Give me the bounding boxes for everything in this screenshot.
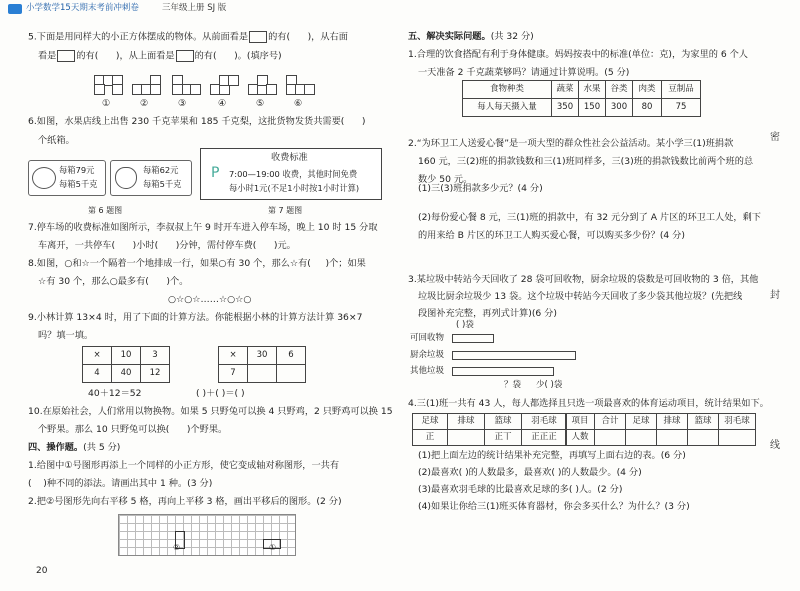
q9-eq-2: ( )＋( )＝( ) bbox=[196, 388, 245, 399]
q5-label-5: ⑤ bbox=[256, 98, 265, 109]
seg-kitchen bbox=[452, 351, 576, 360]
r-q2-sub1: (1)三(3)班捐款多少元？(4 分) bbox=[418, 183, 543, 194]
r-q4-sub4: (4)如果让你给三(1)班买体育器材，你会多买什么？为什么？(3 分) bbox=[418, 501, 690, 512]
q10-line2: 个野果。那么 10 只野兔可以换( )个野果。 bbox=[38, 424, 228, 435]
r-q2-line2: 160 元，三(2)班的捐款钱数和三(1)班同样多，三(3)班的捐款钱数比前两个班的总 bbox=[418, 156, 754, 167]
r-q2-sub2-line1: (2)每份爱心餐 8 元，三(1)班的捐款中，有 32 元分到了 A 片区的环卫工人处，剩下 bbox=[418, 212, 761, 223]
q5-label-2: ② bbox=[140, 98, 149, 109]
apple-price: 每箱79元 bbox=[59, 165, 95, 175]
q5-label-3: ③ bbox=[178, 98, 187, 109]
seg-q-label: ？袋 bbox=[504, 380, 522, 390]
margin-xian: 线 bbox=[770, 440, 780, 451]
tally-table: 足球 排球 篮球 羽毛球 正 正丅 正正正 bbox=[412, 413, 567, 446]
seg-label-recyclable: 可回收物 bbox=[410, 333, 445, 343]
r-q4-line1: 4.三(1)班一共有 43 人，每人都选择且只选一项最喜欢的体育运动项目，统计结果如下。 bbox=[408, 398, 769, 409]
seg-label-kitchen: 厨余垃圾 bbox=[410, 350, 445, 360]
header-grade: 三年级上册 SJ 版 bbox=[162, 3, 227, 13]
q7-line2: 车离开，一共停车( )小时( )分钟，需付停车费( )元。 bbox=[38, 240, 296, 251]
q5-line1: 5.下面是用同样大的小正方体摆成的物体。从前面看是 的有( )，从右面 bbox=[28, 31, 348, 43]
r-q2-line1: 2.“为环卫工人送爱心餐”是一项大型的群众性社会公益活动。某小学三(1)班捐款 bbox=[408, 138, 734, 149]
r-q3-line1: 3.某垃圾中转站今天回收了 28 袋可回收物，厨余垃圾的袋数是可回收物的 3 倍，其他 bbox=[408, 274, 759, 285]
q9-eq-1: 40＋12＝52 bbox=[88, 388, 142, 399]
q7-line1: 7.停车场的收费标准如图所示，李叔叔上午 9 时开车进入停车场，晚上 10 时 15 分取 bbox=[28, 222, 378, 233]
r-q4-sub2: (2)最喜欢( )的人数最多，最喜欢( )的人数最少。(4 分) bbox=[418, 467, 642, 478]
pear-price: 每箱62元 bbox=[143, 165, 179, 175]
q9-table-2: × 30 6 7 bbox=[218, 346, 306, 383]
drawing-grid[interactable] bbox=[118, 514, 296, 556]
apple-weight: 每箱5千克 bbox=[59, 179, 98, 189]
q9-table-1: × 10 3 4 40 12 bbox=[82, 346, 170, 383]
sec5-title: 五、解决实际问题。(共 32 分) bbox=[408, 31, 534, 42]
q8-line2: ☆有 30 个，那么○最多有( )个。 bbox=[38, 276, 189, 287]
apple-icon bbox=[32, 167, 56, 189]
q8-pattern: ○☆○☆……☆○☆○ bbox=[168, 294, 252, 305]
caption-fig7: 第 7 题图 bbox=[268, 206, 303, 215]
margin-feng: 封 bbox=[770, 290, 780, 301]
bag-label-top: ( )袋 bbox=[456, 320, 474, 330]
q8-line1: 8.如图，○和☆一个隔着一个地排成一行，如果○有 30 个，那么☆有( )个；如果 bbox=[28, 258, 366, 269]
sec4-title: 四、操作题。(共 5 分) bbox=[28, 442, 121, 453]
q6-line1: 6.如图，水果店线上出售 230 千克苹果和 185 千克梨，这批货物发货共需要( ) bbox=[28, 116, 366, 127]
sec4-q2: 2.把②号图形先向右平移 5 格，再向上平移 3 格，画出平移后的图形。(2 分) bbox=[28, 496, 342, 507]
seg-less-label: 少( )袋 bbox=[536, 380, 563, 390]
header-logo bbox=[8, 4, 22, 14]
r-q4-sub3: (3)最喜欢羽毛球的比最喜欢足球的多( )人。(2 分) bbox=[418, 484, 623, 495]
pear-weight: 每箱5千克 bbox=[143, 179, 182, 189]
pear-box bbox=[110, 160, 192, 196]
fee-title: 收费标准 bbox=[271, 152, 308, 163]
q9-line2: 吗？填一填。 bbox=[38, 330, 94, 341]
r-q4-sub1: (1)把上面左边的统计结果补充完整，再填写上面右边的表。(6 分) bbox=[418, 450, 686, 461]
q10-line1: 10.在原始社会，人们常用以物换物。如果 5 只野兔可以换 4 只野鸡，2 只野鸡可以换 15 bbox=[28, 406, 393, 417]
caption-fig6: 第 6 题图 bbox=[88, 206, 123, 215]
margin-mi: 密 bbox=[770, 132, 780, 143]
q5-label-6: ⑥ bbox=[294, 98, 303, 109]
r-q1-line2: 一天准备 2 千克蔬菜够吗？请通过计算说明。(5 分) bbox=[418, 67, 630, 78]
parking-icon: P bbox=[211, 165, 220, 181]
seg-label-other: 其他垃圾 bbox=[410, 366, 445, 376]
r-q3-line3: 段图补充完整，再列式计算)(6 分) bbox=[418, 308, 557, 319]
q6-line2: 个纸箱。 bbox=[38, 135, 75, 146]
fee-rule-1: 7:00—19:00 收费，其他时间免费 bbox=[229, 169, 358, 179]
q5-label-1: ① bbox=[102, 98, 111, 109]
sec4-q1-line2: ( )种不同的添法。请画出其中 1 种。(3 分) bbox=[28, 478, 213, 489]
q5-line2: 看是 的有( )，从上面看是 的有( )。(填序号) bbox=[38, 50, 282, 62]
q9-line1: 9.小林计算 13×4 时，用了下面的计算方法。你能根据小林的计算方法计算 36×7 bbox=[28, 312, 363, 323]
q5-label-4: ④ bbox=[218, 98, 227, 109]
header-series: 小学数学15天期末考前冲刺卷 bbox=[26, 3, 139, 13]
fee-board bbox=[200, 148, 382, 200]
shape-1-label: ① bbox=[269, 543, 277, 552]
food-table: 食物种类 蔬菜 水果 谷类 肉类 豆制品 每人每天摄入量 350 150 300 80 75 bbox=[462, 80, 701, 117]
count-table: 项目 合计 足球 排球 篮球 羽毛球 人数 bbox=[565, 413, 756, 446]
r-q2-line3: 数少 50 元。 bbox=[418, 174, 473, 185]
r-q3-line2: 垃圾比厨余垃圾少 13 袋。这个垃圾中转站今天回收了多少袋其他垃圾？(先把线 bbox=[418, 291, 743, 302]
fee-rule-2: 每小时1元(不足1小时按1小时计算) bbox=[229, 183, 360, 193]
seg-other bbox=[452, 367, 554, 376]
page-number: 20 bbox=[36, 566, 48, 576]
r-q2-sub2-line2: 的用来给 B 片区的环卫工人购买爱心餐，可以购买多少份？(4 分) bbox=[418, 230, 685, 241]
seg-recyclable bbox=[452, 334, 494, 343]
pear-icon bbox=[115, 167, 137, 189]
r-q1-line1: 1.合理的饮食搭配有利于身体健康。妈妈按表中的标准(单位：克)，为家里的 6 个人 bbox=[408, 49, 748, 60]
sec4-q1-line1: 1.给图中①号图形再添上一个同样的小正方形，使它变成轴对称图形，一共有 bbox=[28, 460, 340, 471]
apple-box bbox=[28, 160, 106, 196]
shape-2-label: ② bbox=[173, 543, 181, 552]
